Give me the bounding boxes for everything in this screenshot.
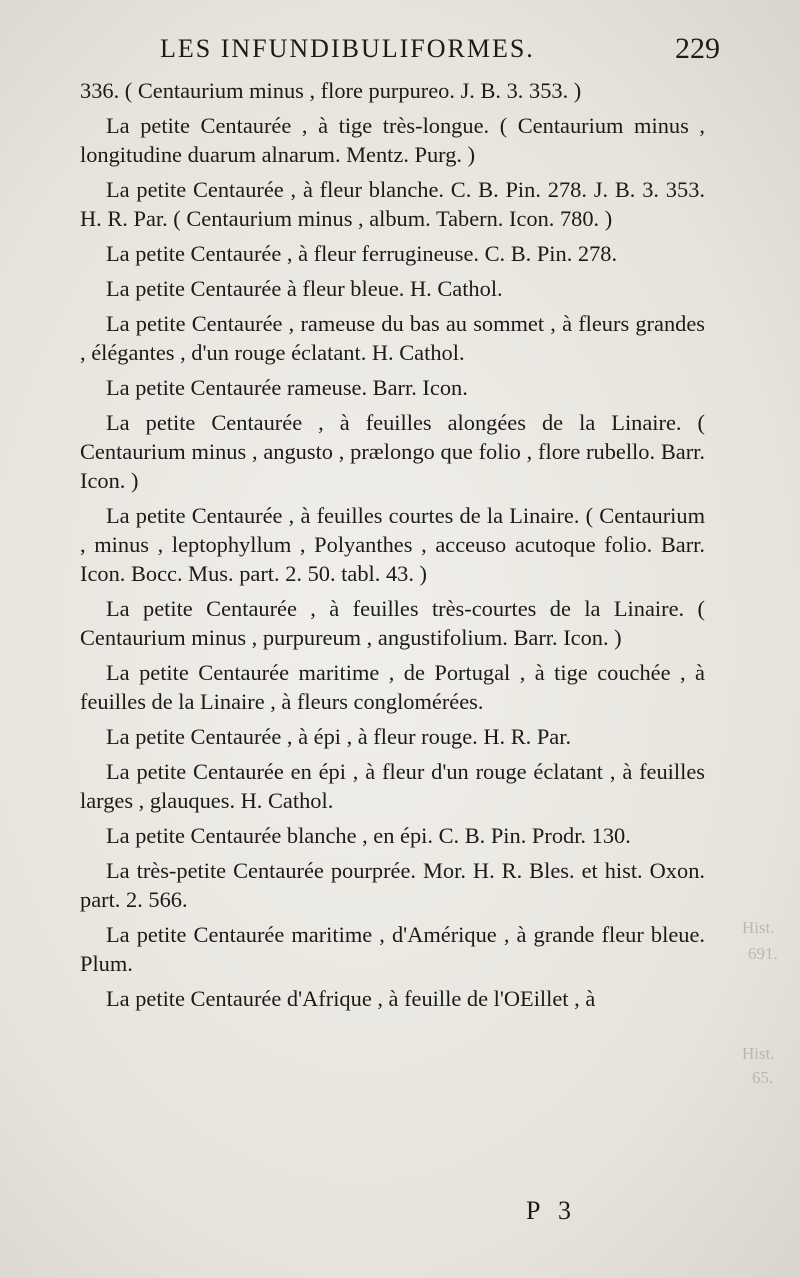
entry-paragraph: La petite Centaurée maritime , de Portugal , à tige couchée , à feuilles de la Linaire , à fleurs conglomérées. xyxy=(80,660,705,714)
entry-paragraph: La petite Centaurée maritime , d'Amérique , à grande fleur bleue. Plum. xyxy=(80,922,705,976)
running-head: LES INFUNDIBULIFORMES. xyxy=(160,34,535,63)
entry-paragraph: La petite Centaurée , à épi , à fleur rouge. H. R. Par. xyxy=(106,724,572,749)
text-body xyxy=(80,76,705,1019)
entry-paragraph: La petite Centaurée , rameuse du bas au sommet , à fleurs grandes , élégantes , d'un rouge éclatant. H. Cathol. xyxy=(80,311,705,365)
margin-note: 65. xyxy=(752,1068,774,1087)
entry-paragraph: 336. ( Centaurium minus , flore purpureo. J. B. 3. 353. ) xyxy=(80,78,582,103)
entry-paragraph: La petite Centaurée , à fleur ferrugineuse. C. B. Pin. 278. xyxy=(106,241,618,266)
entry-paragraph: La petite Centaurée , à fleur blanche. C. B. Pin. 278. J. B. 3. 353. H. R. Par. ( Centaurium minus , album. Tabern. Icon. 780. ) xyxy=(80,177,705,231)
signature-mark: P 3 xyxy=(526,1196,577,1225)
entry-paragraph: La petite Centaurée , à feuilles très-courtes de la Linaire. ( Centaurium minus , purpureum , angustifolium. Barr. Icon. ) xyxy=(80,596,705,650)
entry-paragraph: La petite Centaurée à fleur bleue. H. Cathol. xyxy=(106,276,503,301)
entry-paragraph: La petite Centaurée blanche , en épi. C. B. Pin. Prodr. 130. xyxy=(106,823,631,848)
entry-paragraph: La petite Centaurée en épi , à fleur d'un rouge éclatant , à feuilles larges , glauques. H. Cathol. xyxy=(80,759,705,813)
entry-paragraph: La petite Centaurée d'Afrique , à feuille de l'OEillet , à xyxy=(106,986,596,1011)
entry-paragraph: La petite Centaurée , à feuilles alongées de la Linaire. ( Centaurium minus , angusto , prælongo que folio , flore rubello. Barr. Icon. ) xyxy=(80,410,705,493)
margin-note: Hist. xyxy=(742,918,775,937)
page-number: 229 xyxy=(675,32,720,65)
margin-note: Hist. xyxy=(742,1044,775,1063)
entry-paragraph: La petite Centaurée , à feuilles courtes de la Linaire. ( Centaurium , minus , leptophyllum , Polyanthes , acceuso acutoque folio. Barr. Icon. Bocc. Mus. part. 2. 50. tabl. 43. ) xyxy=(80,503,705,586)
page-header xyxy=(160,32,720,72)
entry-paragraph: La très-petite Centaurée pourprée. Mor. H. R. Bles. et hist. Oxon. part. 2. 566. xyxy=(80,858,705,912)
entry-paragraph: La petite Centaurée , à tige très-longue. ( Centaurium minus , longitudine duarum alnarum. Mentz. Purg. ) xyxy=(80,113,705,167)
entry-paragraph: La petite Centaurée rameuse. Barr. Icon. xyxy=(106,375,468,400)
margin-note: 691. xyxy=(748,944,778,963)
